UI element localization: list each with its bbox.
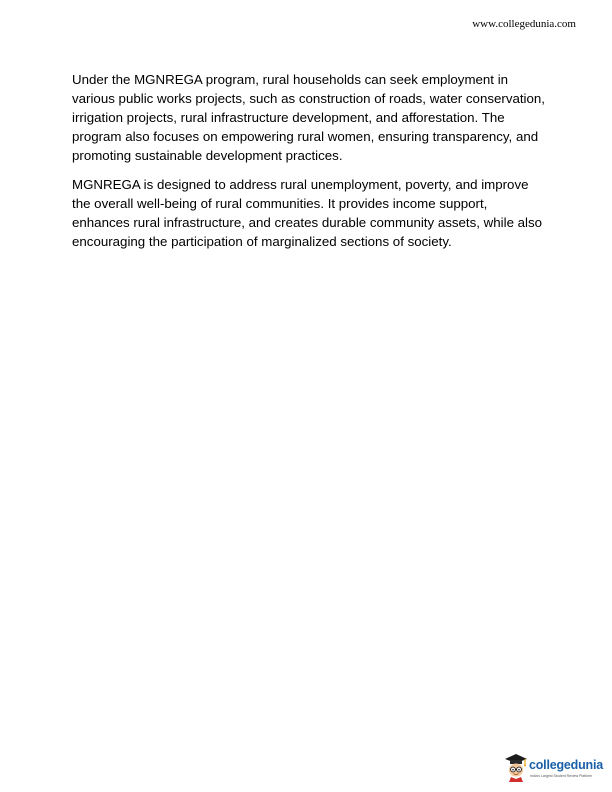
logo-wordmark: collegedunia [529, 758, 604, 772]
paragraph-program-purpose: MGNREGA is designed to address rural unemployment, poverty, and improve the overall well-being of rural communities. It provides income support, enhances rural infrastructure, and creates durable community assets, while also encouraging the participation of marginalized sections of society. [72, 177, 543, 249]
body-text [72, 70, 548, 261]
graduate-mascot-icon [503, 752, 529, 782]
paragraph-program-overview: Under the MGNREGA program, rural households can seek employment in various public works projects, such as construction of roads, water conservation, irrigation projects, rural infrastructure development, and afforestation. The program also focuses on empowering rural women, ensuring transparency, and promoting sustainable development practices. [72, 72, 545, 163]
logo-tagline: India's Largest Student Review Platform [530, 774, 593, 778]
header-website-url: www.collegedunia.com [472, 18, 576, 30]
collegedunia-logo [503, 752, 603, 786]
